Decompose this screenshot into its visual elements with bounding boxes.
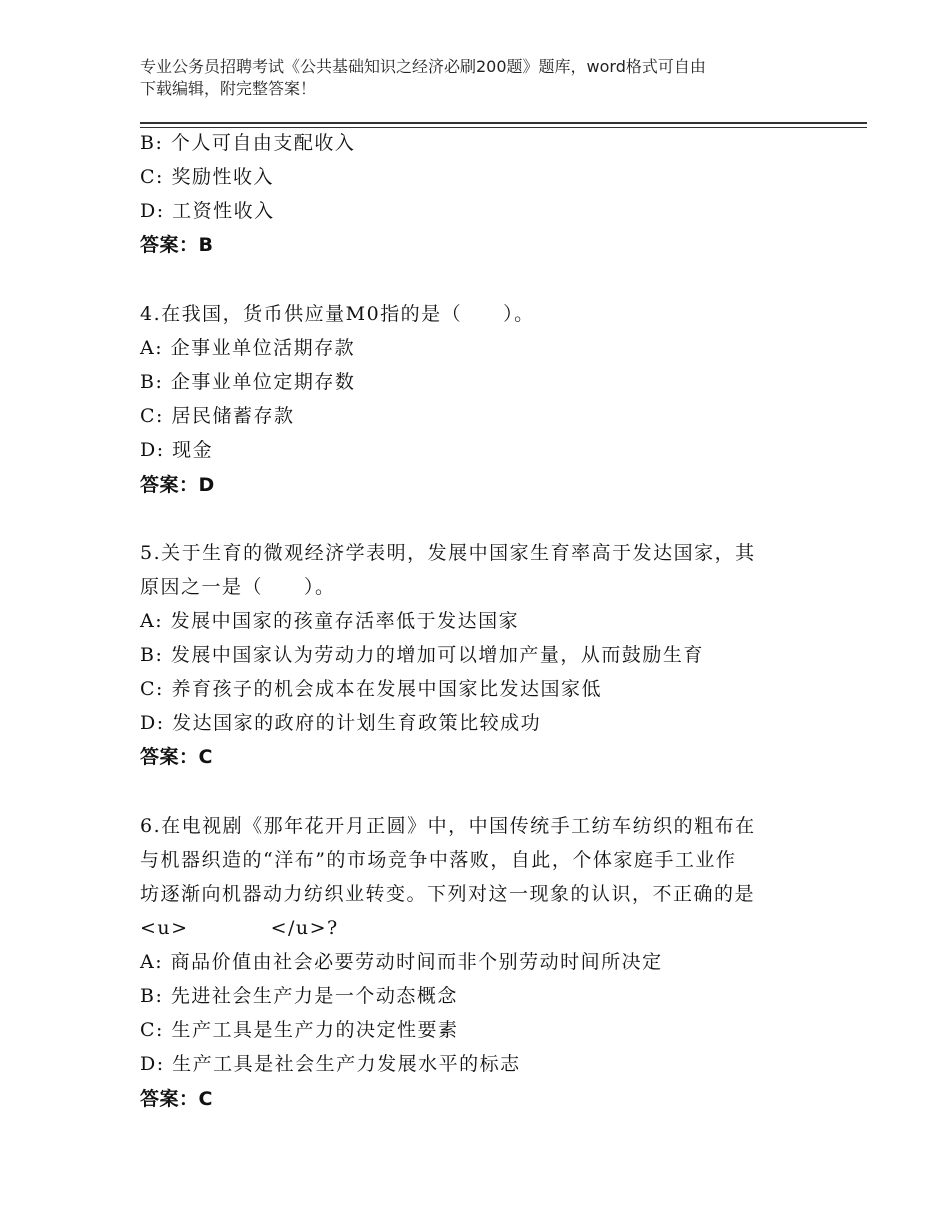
q3-option-c: C: 奖励性收入 [140, 166, 274, 188]
q6-option-c: C: 生产工具是生产力的决定性要素 [140, 1019, 459, 1041]
q6-stem-line-3: 坊逐渐向机器动力纺织业转变。下列对这一现象的认识，不正确的是 [140, 883, 756, 905]
q5-stem-line-2: 原因之一是（ ）。 [140, 576, 336, 598]
q4-answer: 答案：D [140, 474, 215, 496]
q4-option-b: B: 企事业单位定期存数 [140, 371, 356, 393]
q6-stem-line-1: 6.在电视剧《那年花开月正圆》中，中国传统手工纺车纺织的粗布在 [140, 815, 756, 837]
page-header [140, 56, 800, 100]
q5-option-b: B: 发展中国家认为劳动力的增加可以增加产量，从而鼓励生育 [140, 644, 704, 666]
header-divider-thick [140, 122, 867, 124]
q5-option-c: C: 养育孩子的机会成本在发展中国家比发达国家低 [140, 678, 602, 700]
q5-stem-line-1: 5.关于生育的微观经济学表明，发展中国家生育率高于发达国家，其 [140, 542, 756, 564]
q3-option-d: D: 工资性收入 [140, 200, 275, 222]
q6-option-b: B: 先进社会生产力是一个动态概念 [140, 985, 458, 1007]
q5-option-a: A: 发展中国家的孩童存活率低于发达国家 [140, 610, 520, 632]
header-line-2: 下载编辑，附完整答案！ [140, 79, 317, 98]
q4-option-c: C: 居民储蓄存款 [140, 405, 295, 427]
q3-option-b: B: 个人可自由支配收入 [140, 132, 356, 154]
q5-answer: 答案：C [140, 746, 213, 768]
q3-answer: 答案：B [140, 234, 214, 256]
header-line-1: 专业公务员招聘考试《公共基础知识之经济必刷200题》题库，word格式可自由 [140, 57, 706, 76]
q6-stem-line-2: 与机器织造的“洋布”的市场竞争中落败，自此，个体家庭手工业作 [140, 849, 737, 871]
q5-option-d: D: 发达国家的政府的计划生育政策比较成功 [140, 712, 542, 734]
q6-option-a: A: 商品价值由社会必要劳动时间而非个别劳动时间所决定 [140, 951, 663, 973]
q4-option-d: D: 现金 [140, 439, 214, 461]
q6-answer: 答案：C [140, 1088, 213, 1110]
q4-stem: 4.在我国，货币供应量M0指的是（ ）。 [140, 303, 535, 325]
q6-stem-line-4: <u> </u>? [140, 917, 339, 939]
header-divider-thin [140, 127, 867, 128]
q6-option-d: D: 生产工具是社会生产力发展水平的标志 [140, 1053, 521, 1075]
q4-option-a: A: 企事业单位活期存款 [140, 337, 356, 359]
